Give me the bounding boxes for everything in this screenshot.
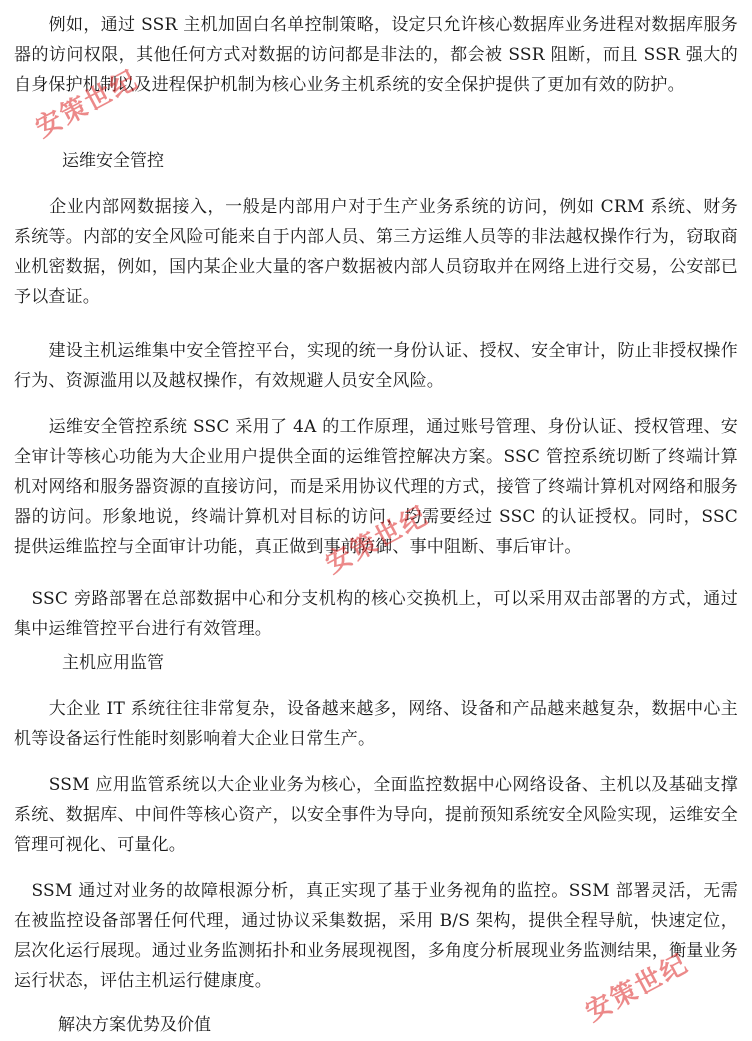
section-heading-advantages: 解决方案优势及价值 [58, 1015, 211, 1035]
watermark-stamp: 安策世纪 [580, 948, 694, 1028]
paragraph-ssc-system: 运维安全管控系统 SSC 采用了 4A 的工作原理，通过账号管理、身份认证、授权管理、安全审计等核心功能为大企业用户提供全面的运维管控解决方案。SSC 管控系统切断了终端计算机对网络和服务器资源的直接访问，而是采用协议代理的方式，接管了终端计算机对网络和服务器的访问。形象地说，终端计算机对目标的访问，均需要经过 SSC 的认证授权。同时，SSC 提供运维监控与全面审计功能，真正做到事前防御、事中阻断、事后审计。 [14, 417, 738, 557]
watermark-stamp: 安策世纪 [30, 64, 144, 144]
section-heading-host-monitoring: 主机应用监管 [62, 653, 164, 673]
section-heading-ops-security: 运维安全管控 [62, 151, 164, 171]
paragraph-ssr-whitelist: 例如，通过 SSR 主机加固白名单控制策略，设定只允许核心数据库业务进程对数据库服务器的访问权限，其他任何方式对数据的访问都是非法的，都会被 SSR 阻断，而且 SSR 强大的自身保护机制以及进程保护机制为核心业务主机系统的安全保护提供了更加有效的防护。 [14, 15, 738, 95]
paragraph-ssm-system: SSM 应用监管系统以大企业业务为核心，全面监控数据中心网络设备、主机以及基础支撑系统、数据库、中间件等核心资产，以安全事件为导向，提前预知系统安全风险实现，运维安全管理可视化、可量化。 [14, 775, 738, 855]
paragraph-ops-platform: 建设主机运维集中安全管控平台，实现的统一身份认证、授权、安全审计，防止非授权操作行为、资源滥用以及越权操作，有效规避人员安全风险。 [14, 341, 738, 391]
watermark-stamp: 安策世纪 [320, 500, 434, 580]
paragraph-internal-access: 企业内部网数据接入，一般是内部用户对于生产业务系统的访问，例如 CRM 系统、财务系统等。内部的安全风险可能来自于内部人员、第三方运维人员等的非法越权操作行为，窃取商业机密数据，例如，国内某企业大量的客户数据被内部人员窃取并在网络上进行交易，公安部已予以查证。 [14, 197, 738, 307]
paragraph-ssm-analysis: SSM 通过对业务的故障根源分析，真正实现了基于业务视角的监控。SSM 部署灵活，无需在被监控设备部署任何代理，通过协议采集数据，采用 B/S 架构，提供全程导航，快速定位，层次化运行展现。通过业务监测拓扑和业务展现视图，多角度分析展现业务监测结果，衡量业务运行状态，评估主机运行健康度。 [14, 881, 738, 991]
paragraph-it-complexity: 大企业 IT 系统往往非常复杂，设备越来越多，网络、设备和产品越来越复杂，数据中心主机等设备运行性能时刻影响着大企业日常生产。 [14, 699, 738, 749]
paragraph-ssc-deployment: SSC 旁路部署在总部数据中心和分支机构的核心交换机上，可以采用双击部署的方式，通过集中运维管控平台进行有效管理。 [14, 589, 738, 639]
